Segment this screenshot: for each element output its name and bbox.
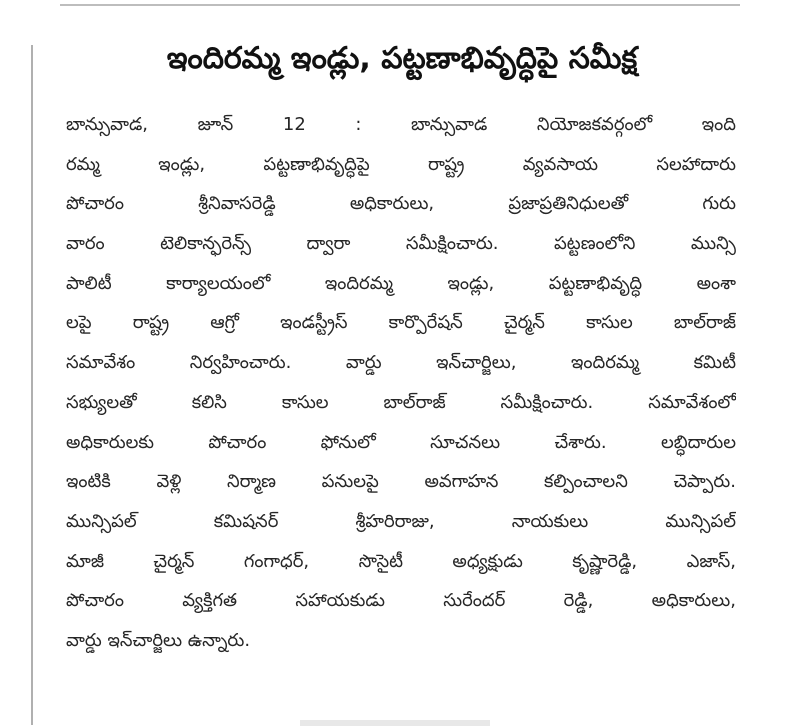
article-line: లపై రాష్ట్ర ఆగ్రో ఇండస్ట్రీస్ కార్పొరేషన్ చైర్మన్ కాసుల బాల్‌రాజ్ bbox=[66, 312, 736, 334]
article-line: పాలిటీ కార్యాలయంలో ఇందిరమ్మ ఇండ్లు, పట్టణాభివృద్ధి అంశా bbox=[66, 272, 736, 294]
article-line: వార్డు ఇన్‌చార్జిలు ఉన్నారు. bbox=[66, 629, 251, 651]
article-line: వారం టెలికాన్ఫరెన్స్ ద్వారా సమీక్షించారు. పట్టణంలోని మున్సి bbox=[66, 233, 736, 255]
bottom-edge-mark bbox=[300, 720, 490, 726]
article-line: పోచారం శ్రీనివాసరెడ్డి అధికారులు, ప్రజాప్రతినిధులతో గురు bbox=[66, 193, 736, 215]
article-line: ఇంటికి వెళ్లి నిర్మాణ పనులపై అవగాహన కల్పించాలని చెప్పారు. bbox=[66, 471, 736, 493]
article-line: పోచారం వ్యక్తిగత సహాయకుడు సురేందర్ రెడ్డి, అధికారులు, bbox=[66, 590, 736, 612]
article-line: రమ్మ ఇండ్లు, పట్టణాభివృద్ధిపై రాష్ట్ర వ్యవసాయ సలహాదారు bbox=[66, 153, 736, 175]
article-line: మాజీ చైర్మన్ గంగాధర్, సొసైటీ అధ్యక్షుడు కృష్ణారెడ్డి, ఎజాస్, bbox=[66, 550, 736, 572]
article-line: బాన్సువాడ, జూన్ 12 : బాన్సువాడ నియోజకవర్గంలో ఇంది bbox=[66, 114, 736, 135]
article-line: సభ్యులతో కలిసి కాసుల బాల్‌రాజ్ సమీక్షించారు. సమావేశంలో bbox=[66, 391, 736, 413]
article-headline: ఇందిరమ్మ ఇండ్లు, పట్టణాభివృద్ధిపై సమీక్ష bbox=[166, 41, 638, 76]
article-line: సమావేశం నిర్వహించారు. వార్డు ఇన్‌చార్జిలు, ఇందిరమ్మ కమిటీ bbox=[66, 352, 736, 374]
top-border-rule bbox=[60, 4, 740, 6]
article-line: మున్సిపల్ కమిషనర్ శ్రీహరిరాజు, నాయకులు మున్సిపల్ bbox=[66, 510, 736, 532]
article-body bbox=[66, 105, 736, 661]
article-line: అధికారులకు పోచారం ఫోనులో సూచనలు చేశారు. లబ్ధిదారుల bbox=[66, 431, 736, 453]
left-column-rule bbox=[31, 45, 33, 725]
